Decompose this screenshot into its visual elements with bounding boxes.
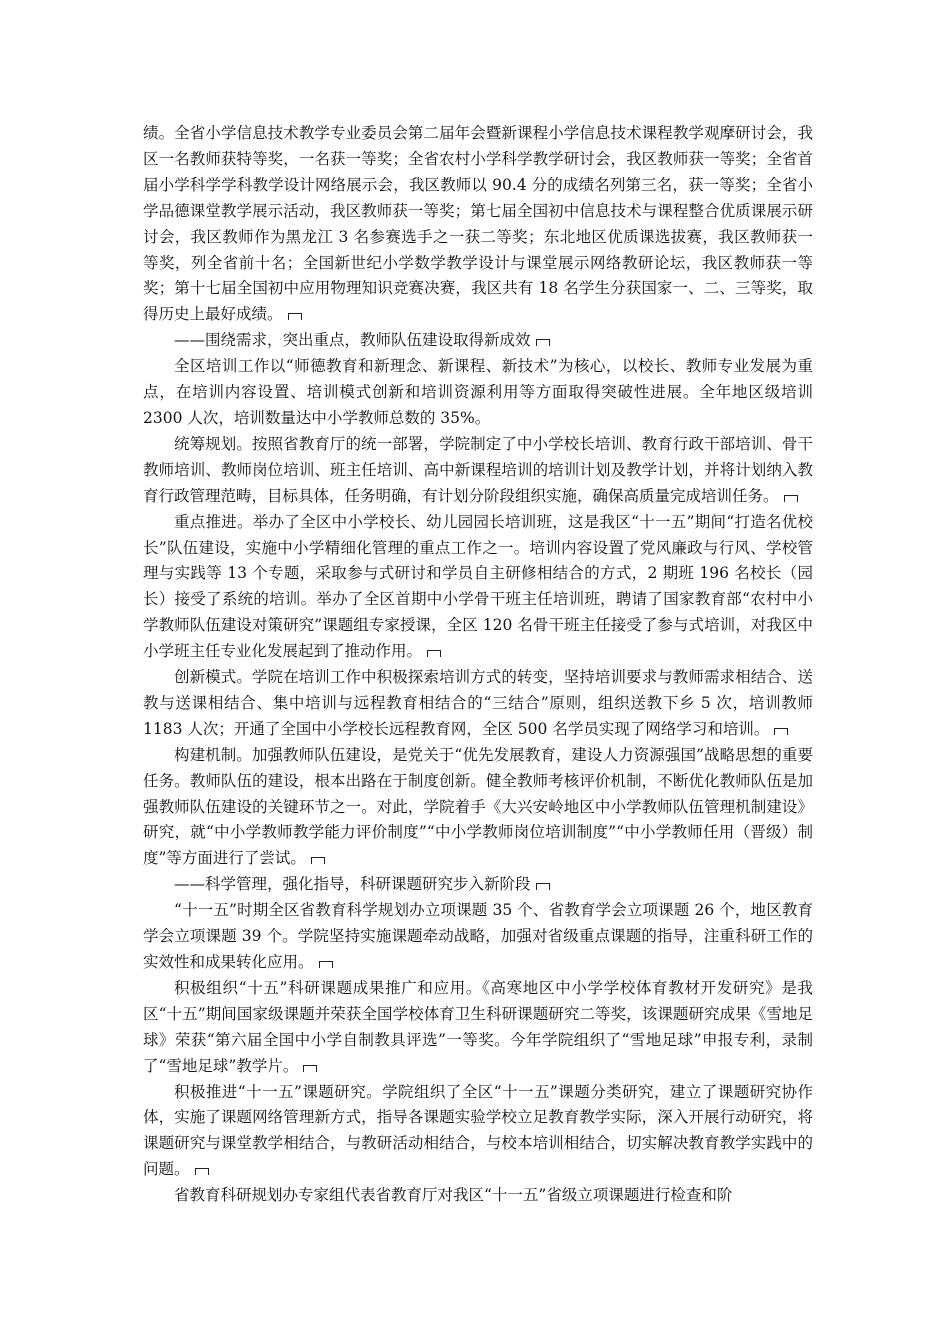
paragraph-mark-icon: [536, 883, 550, 890]
paragraph-key-promotion: [143, 510, 813, 665]
paragraph-text: “十一五”时期全区省教育科学规划办立项课题 35 个、省教育学会立项课题 26 个，地区教育学会立项课题 39 个。学院坚持实施课题牵动战略，加强对省级重点课题的指导，注重科研工作的实效性和成果转化应用。: [143, 901, 813, 971]
paragraph-mark-icon: [311, 857, 325, 864]
paragraph-text: 创新模式。学院在培训工作中积极探索培训方式的转变，坚持培训要求与教师需求相结合、送教与送课相结合、集中培训与远程教育相结合的“三结合”原则，组织送教下乡 5 次，培训教师 1183 人次；开通了全国中小学校长远程教育网，全区 500 名学员实现了网络学习和培训。: [143, 668, 813, 738]
paragraph-mark-icon: [774, 728, 788, 735]
section-heading-research: [143, 872, 813, 898]
paragraph-text: 积极推进“十一五”课题研究。学院组织了全区“十一五”课题分类研究，建立了课题研究协作体，实施了课题网络管理新方式，指导各课题实验学校立足教育教学实际，深入开展行动研究，将课题研究与课堂教学相结合，与教研活动相结合，与校本培训相结合，切实解决教育教学实践中的问题。: [143, 1082, 813, 1179]
document-page: [143, 121, 813, 1209]
paragraph-research-projects: [143, 898, 813, 976]
paragraph-text: 省教育科研规划办专家组代表省教育厅对我区“十一五”省级立项课题进行检查和阶: [174, 1186, 733, 1205]
paragraph-mark-icon: [303, 1065, 317, 1072]
paragraph-overall-planning: [143, 432, 813, 510]
paragraph-training-overview: [143, 354, 813, 432]
paragraph-text: 构建机制。加强教师队伍建设，是党关于“优先发展教育，建设人力资源强国”战略思想的重要任务。教师队伍的建设，根本出路在于制度创新。健全教师考核评价机制，不断优化教师队伍是加强教师队伍建设的关键环节之一。对此，学院着手《大兴安岭地区中小学教师队伍管理机制建设》研究，就“中小学教师教学能力评价制度”“中小学教师岗位培训制度”“中小学教师任用（晋级）制度”等方面进行了尝试。: [143, 745, 813, 868]
paragraph-mark-icon: [427, 650, 441, 657]
paragraph-innovation-mode: [143, 665, 813, 743]
paragraph-mark-icon: [784, 495, 798, 502]
paragraph-build-mechanism: [143, 743, 813, 873]
paragraph-text: 积极组织“十五”科研课题成果推广和应用。《高寒地区中小学学校体育教材开发研究》是我区“十五”期间国家级课题并荣获全国学校体育卫生科研课题研究二等奖，该课题研究成果《雪地足球》荣获“第六届全国中小学自制教具评选”一等奖。今年学院组织了“雪地足球”申报专利，录制了“雪地足球”教学片。: [143, 978, 813, 1075]
paragraph-mark-icon: [319, 961, 333, 968]
paragraph-text: 重点推进。举办了全区中小学校长、幼儿园园长培训班，这是我区“十一五”期间“打造名优校长”队伍建设，实施中小学精细化管理的重点工作之一。培训内容设置了党风廉政与行风、学校管理与实践等 13 个专题，采取参与式研讨和学员自主研修相结合的方式，2 期班 196 名校长（园长）接受了系统的培训。举办了全区首期中小学骨干班主任培训班，聘请了国家教育部“农村中小学教师队伍建设对策研究”课题组专家授课，全区 120 名骨干班主任接受了参与式培训，对我区中小学班主任专业化发展起到了推动作用。: [143, 512, 813, 661]
paragraph-awards: [143, 121, 813, 328]
paragraph-text: 全区培训工作以“师德教育和新理念、新课程、新技术”为核心，以校长、教师专业发展为重点，在培训内容设置、培训模式创新和培训资源利用等方面取得突破性进展。全年地区级培训 2300 人次，培训数量达中小学教师总数的 35%。: [143, 357, 813, 427]
paragraph-inspection: [143, 1183, 813, 1209]
paragraph-eleventh-plan-research: [143, 1080, 813, 1184]
paragraph-text: 绩。全省小学信息技术教学专业委员会第二届年会暨新课程小学信息技术课程教学观摩研讨会，我区一名教师获特等奖，一名获一等奖；全省农村小学科学教学研讨会，我区教师获一等奖；全省首届小学科学学科教学设计网络展示会，我区教师以 90.4 分的成绩名列第三名，获一等奖；全省小学品德课堂教学展示活动，我区教师获一等奖；第七届全国初中信息技术与课程整合优质课展示研讨会，我区教师作为黑龙江 3 名参赛选手之一获二等奖；东北地区优质课选拔赛，我区教师获一等奖，列全省前十名；全国新世纪小学数学教学设计与课堂展示网络教研论坛，我区教师获一等奖；第十七届全国初中应用物理知识竞赛决赛，我区共有 18 名学生分获国家一、二、三等奖，取得历史上最好成绩。: [143, 124, 813, 324]
paragraph-mark-icon: [536, 339, 550, 346]
paragraph-text: ——科学管理，强化指导，科研课题研究步入新阶段: [174, 875, 531, 894]
paragraph-mark-icon: [195, 1168, 209, 1175]
paragraph-text: ——围绕需求，突出重点，教师队伍建设取得新成效: [174, 331, 531, 350]
paragraph-mark-icon: [288, 313, 302, 320]
paragraph-tenth-plan-results: [143, 976, 813, 1080]
section-heading-teacher-team: [143, 328, 813, 354]
paragraph-text: 统筹规划。按照省教育厅的统一部署，学院制定了中小学校长培训、教育行政干部培训、骨干教师培训、教师岗位培训、班主任培训、高中新课程培训的培训计划及教学计划，并将计划纳入教育行政管理范畴，目标具体，任务明确，有计划分阶段组织实施，确保高质量完成培训任务。: [143, 434, 813, 505]
